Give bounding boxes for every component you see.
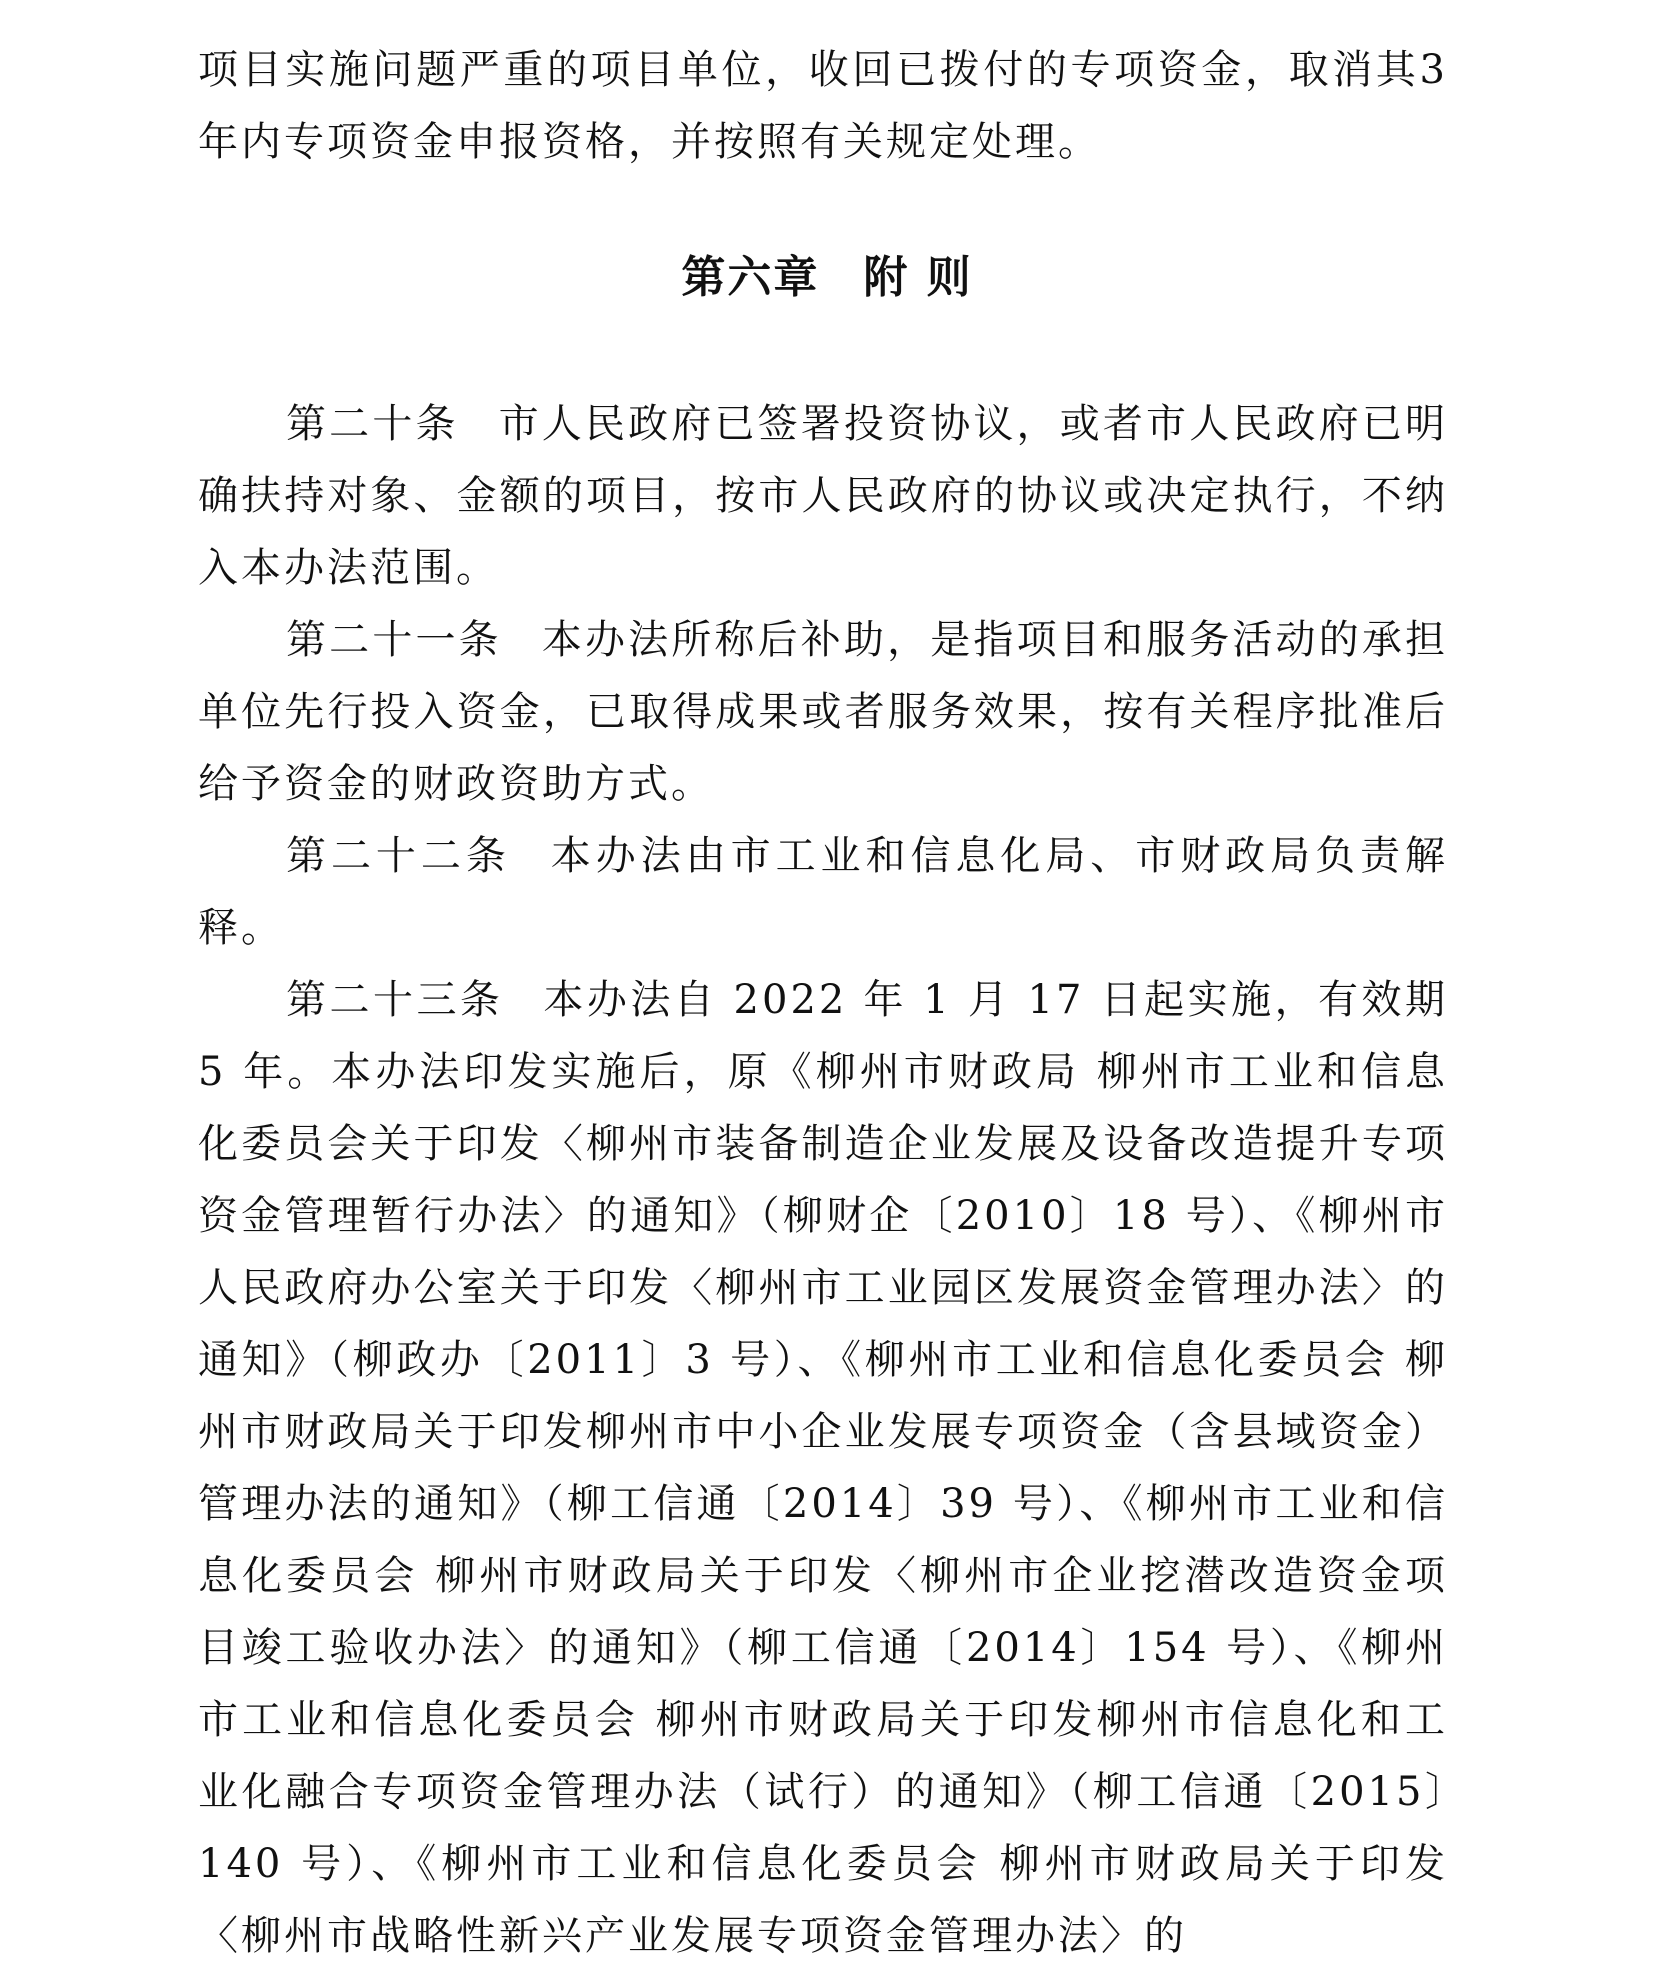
article-number: 第二十一条 — [286, 617, 502, 663]
article-text: 本办法由市工业和信息化局、市财政局负责解释。 — [198, 833, 1449, 951]
article-text: 市人民政府已签署投资协议，或者市人民政府已明确扶持对象、金额的项目，按市人民政府的协议或决定执行，不纳入本办法范围。 — [198, 401, 1448, 591]
article-text: 本办法所称后补助，是指项目和服务活动的承担单位先行投入资金，已取得成果或者服务效果，按有关程序批准后给予资金的财政资助方式。 — [198, 617, 1449, 807]
intro-paragraph: 项目实施问题严重的项目单位，收回已拨付的专项资金，取消其3年内专项资金申报资格，并按照有关规定处理。 — [198, 47, 1448, 165]
article-21 — [198, 604, 1448, 820]
chapter-number: 第六章 — [681, 252, 820, 303]
chapter-title: 附 则 — [863, 252, 973, 303]
article-23 — [198, 964, 1448, 1972]
article-number: 第二十二条 — [286, 833, 511, 879]
article-20 — [198, 388, 1448, 604]
article-22 — [198, 820, 1448, 964]
article-number: 第二十三条 — [286, 977, 504, 1023]
intro-section — [198, 34, 1448, 178]
chapter-heading — [0, 248, 1654, 308]
article-number: 第二十条 — [286, 401, 459, 447]
articles-section — [198, 388, 1448, 1972]
article-text: 本办法自 2022 年 1 月 17 日起实施，有效期 5 年。本办法印发实施后，原《柳州市财政局 柳州市工业和信息化委员会关于印发〈柳州市装备制造企业发展及设备改造提升专项资金管理暂行办法〉的通知》（柳财企〔2010〕18 号）、《柳州市人民政府办公室关于印发〈柳州市工业园区发展资金管理办法〉的通知》（柳政办〔2011〕3 号）、《柳州市工业和信息化委员会 柳州市财政局关于印发柳州市中小企业发展专项资金（含县域资金）管理办法的通知》（柳工信通〔2014〕39 号）、《柳州市工业和信息化委员会 柳州市财政局关于印发〈柳州市企业挖潜改造资金项目竣工验收办法〉的通知》（柳工信通〔2014〕154 号）、《柳州市工业和信息化委员会 柳州市财政局关于印发柳州市信息化和工业化融合专项资金管理办法（试行）的通知》（柳工信通〔2015〕140 号）、《柳州市工业和信息化委员会 柳州市财政局关于印发〈柳州市战略性新兴产业发展专项资金管理办法〉的 — [198, 977, 1449, 1959]
